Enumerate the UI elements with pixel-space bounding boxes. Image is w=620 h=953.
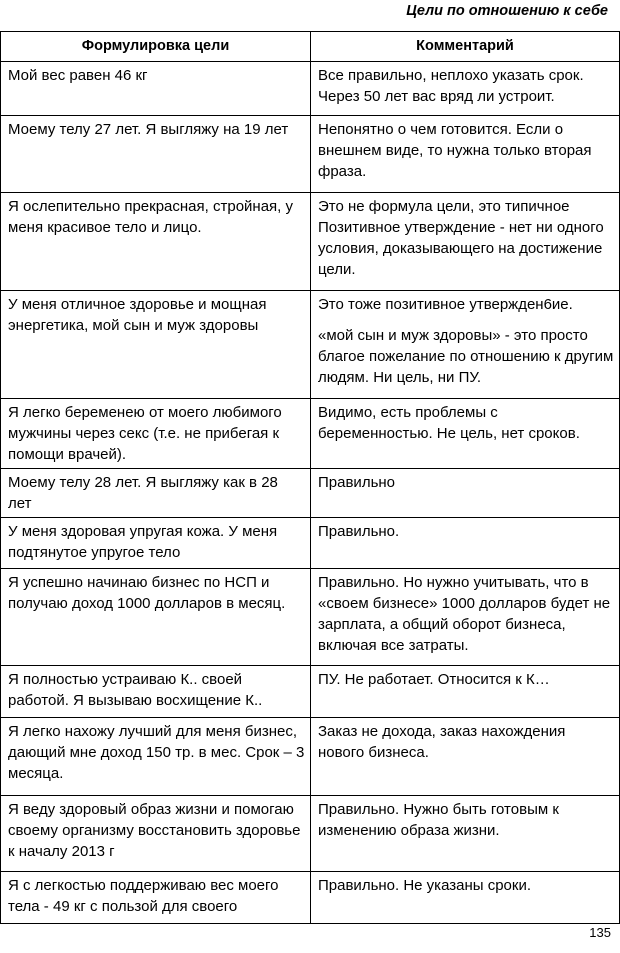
- comment-cell: [311, 666, 620, 718]
- goal-cell: Моему телу 28 лет. Я выгляжу как в 28 лет: [1, 469, 311, 518]
- goal-cell: У меня отличное здоровье и мощная энергетика, мой сын и муж здоровы: [1, 291, 311, 399]
- comment-text: Правильно. Но нужно учитывать, что в «своем бизнесе» 1000 долларов будет не зарплата, а общий оборот бизнеса, включая все затраты.: [318, 574, 611, 654]
- comment-text: Видимо, есть проблемы с беременностью. Не цель, нет сроков.: [318, 404, 580, 442]
- comment-text: Правильно: [318, 474, 396, 491]
- comment-text: Это тоже позитивное утвержден6ие.: [318, 296, 573, 313]
- goal-cell: Я легко беременею от моего любимого мужчины через секс (т.е. не прибегая к помощи врачей).: [1, 399, 311, 469]
- table-row: [1, 718, 620, 796]
- comment-text: Заказ не дохода, заказ нахождения нового бизнеса.: [318, 723, 566, 761]
- comment-cell: [311, 291, 620, 399]
- comment-cell: [311, 718, 620, 796]
- table-row: [1, 62, 620, 116]
- column-header-comment: Комментарий: [311, 32, 620, 62]
- goal-cell: Я веду здоровый образ жизни и помогаю своему организму восстановить здоровье к началу 2013 г: [1, 796, 311, 872]
- goal-cell: Мой вес равен 46 кг: [1, 62, 311, 116]
- table-row: [1, 193, 620, 291]
- comment-cell: [311, 62, 620, 116]
- table-row: [1, 518, 620, 569]
- comment-cell: [311, 469, 620, 518]
- comment-cell: [311, 193, 620, 291]
- column-header-goal: Формулировка цели: [1, 32, 311, 62]
- goals-table: [0, 31, 620, 924]
- table-row: [1, 469, 620, 518]
- goal-cell: Я полностью устраиваю К.. своей работой. Я вызываю восхищение К..: [1, 666, 311, 718]
- comment-cell: [311, 796, 620, 872]
- comment-text: ПУ. Не работает. Относится к К…: [318, 671, 550, 688]
- comment-text: «мой сын и муж здоровы» - это просто благое пожелание по отношению к другим людям. Ни цель, ни ПУ.: [318, 327, 614, 386]
- goal-cell: Я ослепительно прекрасная, стройная, у меня красивое тело и лицо.: [1, 193, 311, 291]
- comment-cell: [311, 872, 620, 924]
- goal-cell: Я легко нахожу лучший для меня бизнес, дающий мне доход 150 тр. в мес. Срок – 3 месяца.: [1, 718, 311, 796]
- comment-text: Правильно. Нужно быть готовым к изменению образа жизни.: [318, 801, 559, 839]
- table-row: [1, 796, 620, 872]
- page-number: 135: [589, 925, 611, 940]
- comment-text: Правильно. Не указаны сроки.: [318, 877, 531, 894]
- comment-text: Непонятно о чем готовится. Если о внешнем виде, то нужна только вторая фраза.: [318, 121, 592, 180]
- comment-text: Все правильно, неплохо указать срок. Через 50 лет вас вряд ли устроит.: [318, 67, 584, 105]
- comment-text: Правильно.: [318, 523, 400, 540]
- comment-cell: [311, 518, 620, 569]
- table-row: [1, 872, 620, 924]
- goal-cell: Я успешно начинаю бизнес по НСП и получаю доход 1000 долларов в месяц.: [1, 569, 311, 666]
- goal-cell: У меня здоровая упругая кожа. У меня подтянутое упругое тело: [1, 518, 311, 569]
- table-row: [1, 569, 620, 666]
- table-row: [1, 291, 620, 399]
- comment-cell: [311, 399, 620, 469]
- table-header-row: [1, 32, 620, 62]
- comment-text: Это не формула цели, это типичное Позитивное утверждение - нет ни одного условия, доказывающего на достижение цели.: [318, 198, 604, 278]
- goal-cell: Моему телу 27 лет. Я выгляжу на 19 лет: [1, 116, 311, 193]
- table-row: [1, 116, 620, 193]
- table-row: [1, 399, 620, 469]
- comment-cell: [311, 569, 620, 666]
- goal-cell: Я с легкостью поддерживаю вес моего тела - 49 кг с пользой для своего: [1, 872, 311, 924]
- running-header: Цели по отношению к себе: [406, 3, 608, 19]
- table-row: [1, 666, 620, 718]
- comment-cell: [311, 116, 620, 193]
